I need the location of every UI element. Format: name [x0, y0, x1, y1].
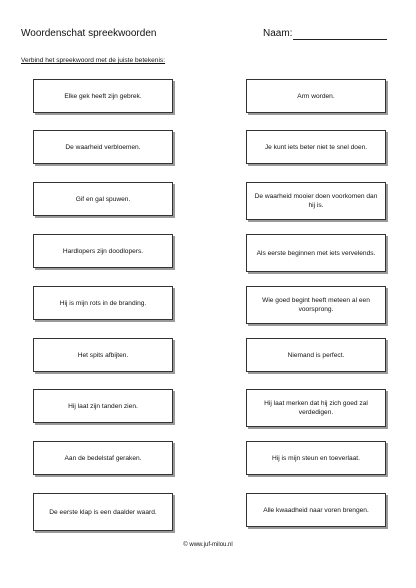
meaning-card: De waarheid mooier doen voorkomen dan hij is.: [246, 182, 386, 220]
meaning-card: Als eerste beginnen met iets vervelends.: [246, 234, 386, 272]
worksheet-title: Woordenschat spreekwoorden: [21, 28, 157, 39]
proverb-card: Hij is mijn rots in de branding.: [33, 286, 173, 320]
proverb-card: Hardlopers zijn doodlopers.: [33, 234, 173, 268]
proverb-card: Gif en gal spuwen.: [33, 182, 173, 216]
name-write-line: [293, 39, 387, 40]
meaning-card: Hij laat merken dat hij zich goed zal verdedigen.: [246, 389, 386, 427]
proverb-card: Hij laat zijn tanden zien.: [33, 389, 173, 423]
proverb-card: De eerste klap is een daalder waard.: [33, 493, 173, 531]
meaning-card: Wie goed begint heeft meteen al een voorsprong.: [246, 286, 386, 324]
meaning-card: Arm worden.: [246, 79, 386, 113]
meaning-card: Hij is mijn steun en toeverlaat.: [246, 441, 386, 475]
meaning-card: Alle kwaadheid naar voren brengen.: [246, 493, 386, 527]
instruction-text: Verbind het spreekwoord met de juiste betekenis:: [21, 57, 166, 64]
worksheet-header: [21, 28, 391, 42]
meaning-card: Je kunt iets beter niet te snel doen.: [246, 130, 386, 164]
meaning-card: Niemand is perfect.: [246, 338, 386, 372]
proverb-card: Elke gek heeft zijn gebrek.: [33, 79, 173, 113]
name-label: Naam:: [263, 28, 293, 39]
proverb-card: Het spits afbijten.: [33, 338, 173, 372]
proverb-card: De waarheid verbloemen.: [33, 130, 173, 164]
copyright-footer: © www.juf-milou.nl: [183, 542, 233, 548]
proverb-card: Aan de bedelstaf geraken.: [33, 441, 173, 475]
